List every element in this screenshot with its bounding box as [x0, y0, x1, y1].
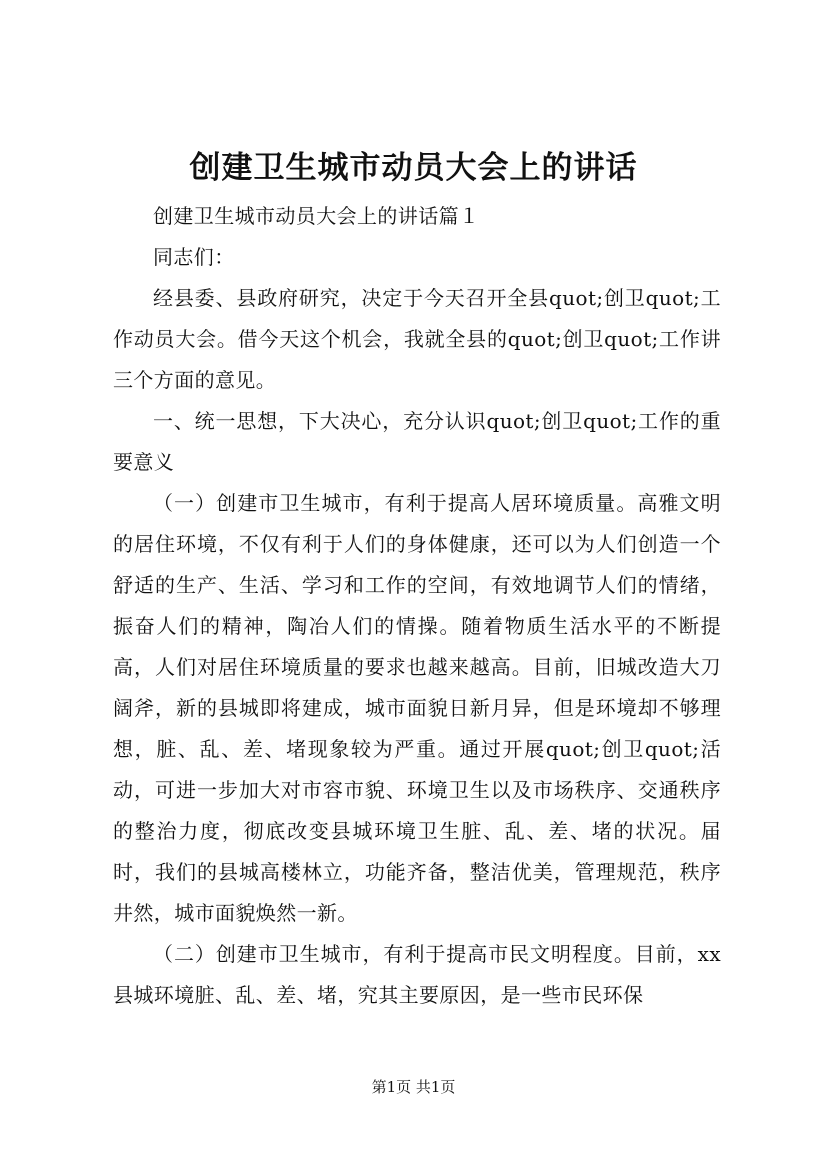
- section-heading: 创建卫生城市动员大会上的讲话篇１: [153, 204, 480, 228]
- document-body: [113, 196, 721, 1016]
- section-heading: 一、统一思想，下大决心，充分认识quot;创卫quot;工作的重要意义: [113, 409, 721, 474]
- document-title: 创建卫生城市动员大会上的讲话: [189, 150, 638, 186]
- page-footer: 第1页 共1页: [371, 1078, 456, 1096]
- body-paragraph: （二）创建市卫生城市，有利于提高市民文明程度。目前，xx县城环境脏、乱、差、堵，究其主要原因，是一些市民环保: [113, 942, 721, 1007]
- body-paragraph: 经县委、县政府研究，决定于今天召开全县quot;创卫quot;工作动员大会。借今天这个机会，我就全县的quot;创卫quot;工作讲三个方面的意见。: [113, 286, 721, 392]
- salutation: 同志们：: [153, 245, 235, 269]
- body-paragraph: （一）创建市卫生城市，有利于提高人居环境质量。高雅文明的居住环境，不仅有利于人们的身体健康，还可以为人们创造一个舒适的生产、生活、学习和工作的空间，有效地调节人们的情绪，振奋人们的精神，陶冶人们的情操。随着物质生活水平的不断提高，人们对居住环境质量的要求也越来越高。目前，旧城改造大刀阔斧，新的县城即将建成，城市面貌日新月异，但是环境却不够理想，脏、乱、差、堵现象较为严重。通过开展quot;创卫quot;活动，可进一步加大对市容市貌、环境卫生以及市场秩序、交通秩序的整治力度，彻底改变县城环境卫生脏、乱、差、堵的状况。届时，我们的县城高楼林立，功能齐备，整洁优美，管理规范，秩序井然，城市面貌焕然一新。: [113, 491, 721, 925]
